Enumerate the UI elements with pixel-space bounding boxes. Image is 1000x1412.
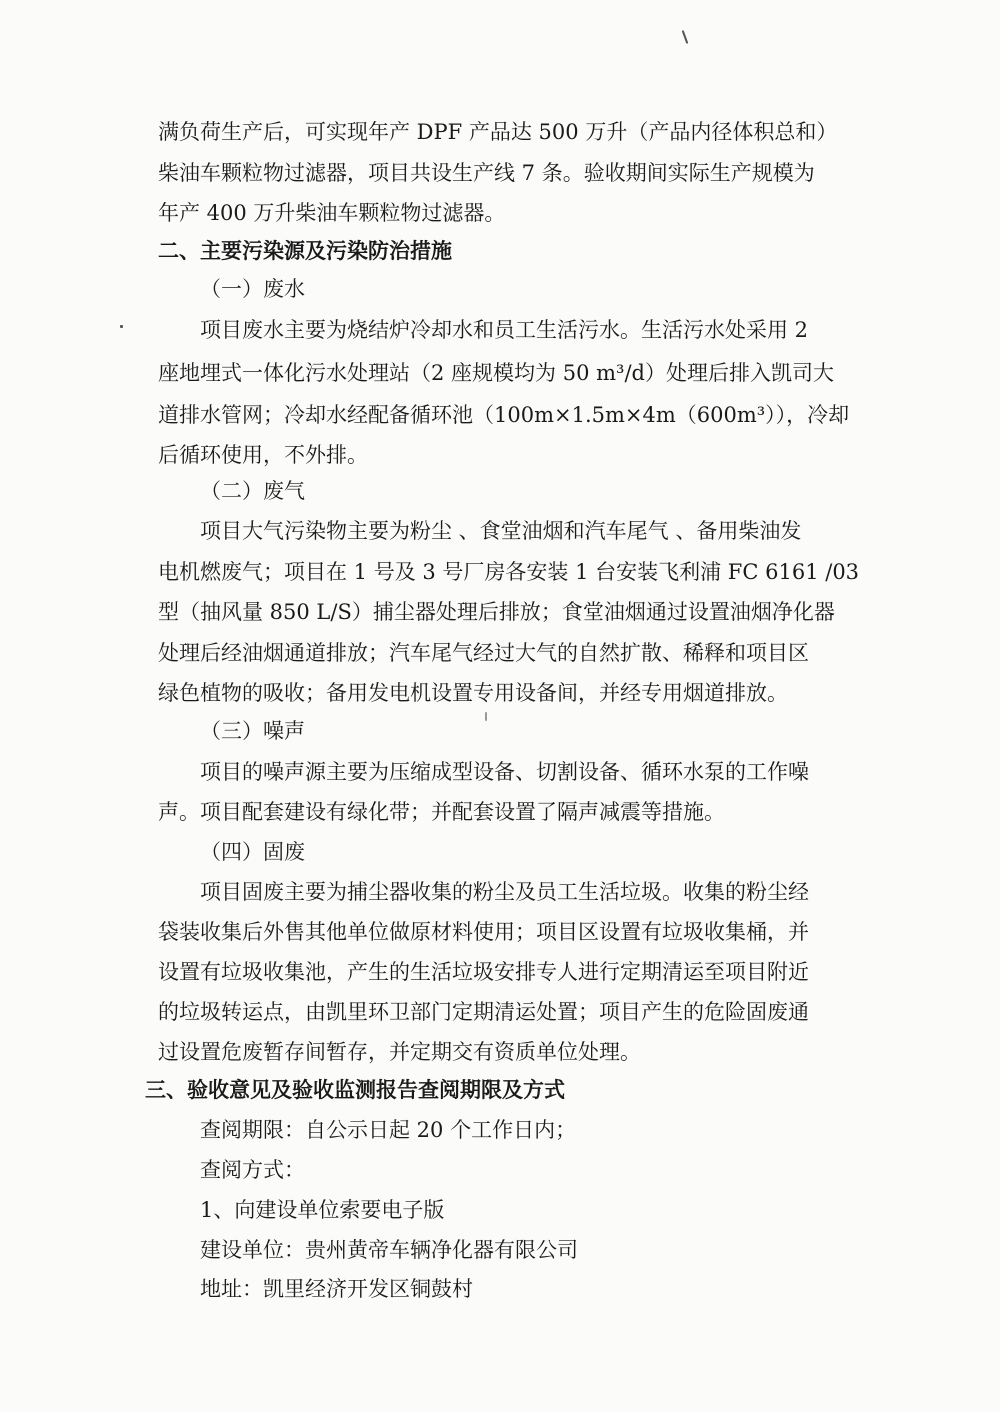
review-period: 查阅期限：自公示日起 20 个工作日内； bbox=[200, 1118, 577, 1142]
intro-line-2: 柴油车颗粒物过滤器，项目共设生产线 7 条。验收期间实际生产规模为 bbox=[158, 161, 815, 185]
solid-waste-line-4: 的垃圾转运点，由凯里环卫部门定期清运处置；项目产生的危险固废通 bbox=[158, 1000, 809, 1024]
wastewater-line-4: 后循环使用，不外排。 bbox=[158, 443, 368, 467]
waste-gas-line-5: 绿色植物的吸收；备用发电机设置专用设备间，并经专用烟道排放。 bbox=[158, 681, 788, 705]
waste-gas-line-4: 处理后经油烟通道排放；汽车尾气经过大气的自然扩散、稀释和项目区 bbox=[158, 641, 809, 665]
wastewater-line-2: 座地埋式一体化污水处理站（2 座规模均为 50 m³/d）处理后排入凯司大 bbox=[158, 361, 834, 385]
subsection-waste-gas-heading: （二）废气 bbox=[200, 479, 305, 503]
subsection-solid-waste-heading: （四）固废 bbox=[200, 840, 305, 864]
waste-gas-line-3: 型（抽风量 850 L/S）捕尘器处理后排放；食堂油烟通过设置油烟净化器 bbox=[158, 600, 835, 624]
solid-waste-line-2: 袋装收集后外售其他单位做原材料使用；项目区设置有垃圾收集桶，并 bbox=[158, 920, 809, 944]
intro-line-1: 满负荷生产后，可实现年产 DPF 产品达 500 万升（产品内径体积总和） bbox=[158, 120, 838, 144]
solid-waste-line-3: 设置有垃圾收集池，产生的生活垃圾安排专人进行定期清运至项目附近 bbox=[158, 960, 809, 984]
solid-waste-line-5: 过设置危废暂存间暂存，并定期交有资质单位处理。 bbox=[158, 1040, 641, 1064]
noise-line-1: 项目的噪声源主要为压缩成型设备、切割设备、循环水泵的工作噪 bbox=[200, 760, 809, 784]
noise-line-2: 声。项目配套建设有绿化带；并配套设置了隔声减震等措施。 bbox=[158, 800, 725, 824]
section-2-heading: 二、主要污染源及污染防治措施 bbox=[158, 238, 452, 263]
section-3-heading: 三、验收意见及验收监测报告查阅期限及方式 bbox=[145, 1077, 565, 1102]
solid-waste-line-1: 项目固废主要为捕尘器收集的粉尘及员工生活垃圾。收集的粉尘经 bbox=[200, 880, 809, 904]
review-method-1: 1、向建设单位索要电子版 bbox=[200, 1198, 445, 1222]
intro-line-3: 年产 400 万升柴油车颗粒物过滤器。 bbox=[158, 201, 506, 225]
scan-speck bbox=[120, 325, 123, 328]
subsection-wastewater-heading: （一）废水 bbox=[200, 277, 305, 301]
wastewater-line-3: 道排水管网；冷却水经配备循环池（100m×1.5m×4m（600m³）），冷却 bbox=[158, 403, 850, 427]
waste-gas-line-2: 电机燃废气；项目在 1 号及 3 号厂房各安装 1 台安装飞利浦 FC 6161 /03 bbox=[158, 560, 860, 584]
subsection-noise-heading: （三）噪声 bbox=[200, 719, 305, 743]
review-method: 查阅方式： bbox=[200, 1158, 305, 1182]
construction-unit: 建设单位：贵州黄帝车辆净化器有限公司 bbox=[200, 1238, 578, 1262]
waste-gas-line-1: 项目大气污染物主要为粉尘 、食堂油烟和汽车尾气 、备用柴油发 bbox=[200, 519, 802, 543]
scan-speck bbox=[485, 712, 487, 721]
address: 地址：凯里经济开发区铜鼓村 bbox=[200, 1277, 473, 1301]
scan-mark bbox=[682, 30, 689, 44]
wastewater-line-1: 项目废水主要为烧结炉冷却水和员工生活污水。生活污水处采用 2 bbox=[200, 318, 809, 342]
